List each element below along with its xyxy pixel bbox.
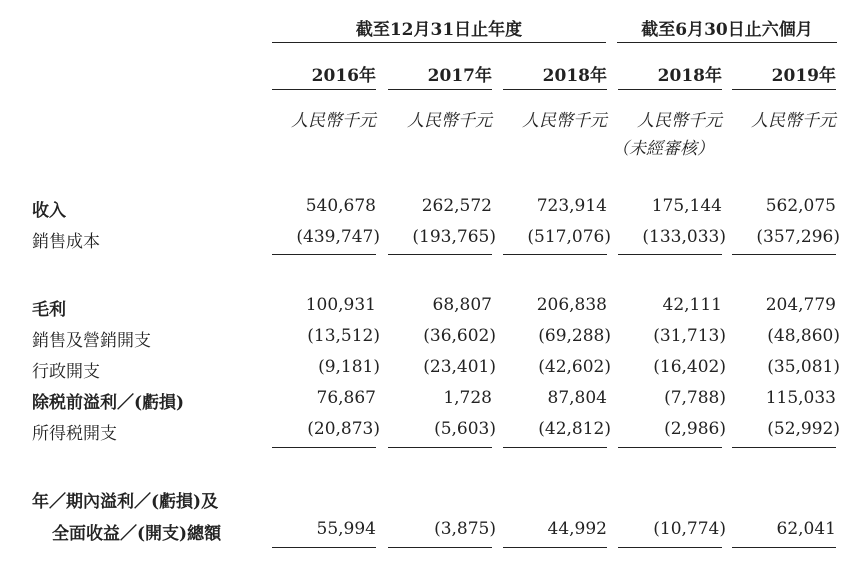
cell-tax-2017: (5,603) [434, 419, 496, 439]
cell-pbt-2019-half: 115,033 [765, 388, 836, 408]
cell-revenue-2018-half: 175,144 [651, 196, 722, 216]
cell-gross-2018-half: 42,111 [662, 295, 722, 315]
subtotal-rule [272, 447, 376, 448]
row-label-total-line1: 年／期內溢利／(虧損)及 [32, 492, 219, 512]
subtotal-rule [732, 254, 836, 255]
cell-admin-2017: (23,401) [423, 357, 496, 377]
total-rule [503, 547, 607, 548]
cell-selling-2018-half: (31,713) [653, 326, 726, 346]
total-rule [272, 547, 376, 548]
year-header-2017: 2017年 [427, 66, 492, 86]
cell-tax-2018: (42,812) [538, 419, 611, 439]
subtotal-rule [618, 254, 722, 255]
cell-pbt-2016: 76,867 [316, 388, 376, 408]
subtotal-rule [272, 254, 376, 255]
year-rule [388, 89, 492, 90]
unit-label: 人民幣千元 [637, 111, 722, 131]
group-rule-fiscal-year [272, 42, 606, 43]
unit-label: 人民幣千元 [291, 111, 376, 131]
cell-gross-2019-half: 204,779 [765, 295, 836, 315]
cell-cost-2018-half: (133,033) [642, 227, 726, 247]
cell-admin-2018-half: (16,402) [653, 357, 726, 377]
group-header-fiscal-year: 截至12月31日止年度 [355, 20, 523, 40]
cell-revenue-2018: 723,914 [536, 196, 607, 216]
cell-admin-2018: (42,602) [538, 357, 611, 377]
cell-pbt-2018-half: (7,788) [664, 388, 726, 408]
cell-selling-2019-half: (48,860) [767, 326, 840, 346]
cell-gross-2017: 68,807 [432, 295, 492, 315]
cell-total-2018: 44,992 [547, 519, 607, 539]
cell-selling-2017: (36,602) [423, 326, 496, 346]
year-header-2019-half: 2019年 [771, 66, 836, 86]
cell-tax-2016: (20,873) [307, 419, 380, 439]
year-rule [272, 89, 376, 90]
row-label-admin-expenses: 行政開支 [32, 362, 100, 382]
subtotal-rule [503, 254, 607, 255]
cell-cost-2016: (439,747) [296, 227, 380, 247]
cell-pbt-2017: 1,728 [443, 388, 492, 408]
row-label-cost-of-sales: 銷售成本 [32, 232, 100, 252]
group-rule-six-months [617, 42, 837, 43]
unit-label: 人民幣千元 [407, 111, 492, 131]
cell-total-2016: 55,994 [316, 519, 376, 539]
subtotal-rule [732, 447, 836, 448]
cell-revenue-2019-half: 562,075 [765, 196, 836, 216]
cell-selling-2016: (13,512) [307, 326, 380, 346]
cell-total-2019-half: 62,041 [776, 519, 836, 539]
row-label-income-tax: 所得税開支 [32, 424, 117, 444]
unaudited-note: （未經審核） [612, 139, 714, 159]
cell-tax-2018-half: (2,986) [664, 419, 726, 439]
total-rule [732, 547, 836, 548]
year-rule [732, 89, 836, 90]
subtotal-rule [388, 254, 492, 255]
unit-label: 人民幣千元 [522, 111, 607, 131]
cell-gross-2016: 100,931 [305, 295, 376, 315]
row-label-gross-profit: 毛利 [32, 300, 66, 320]
year-rule [503, 89, 607, 90]
cell-admin-2019-half: (35,081) [767, 357, 840, 377]
row-label-revenue: 收入 [32, 201, 66, 221]
subtotal-rule [503, 447, 607, 448]
row-label-total-line2: 全面收益／(開支)總額 [52, 524, 222, 544]
cell-total-2017: (3,875) [434, 519, 496, 539]
subtotal-rule [618, 447, 722, 448]
cell-cost-2019-half: (357,296) [756, 227, 840, 247]
year-header-2016: 2016年 [311, 66, 376, 86]
row-label-selling-expenses: 銷售及營銷開支 [32, 331, 151, 351]
cell-cost-2018: (517,076) [527, 227, 611, 247]
subtotal-rule [388, 447, 492, 448]
cell-cost-2017: (193,765) [412, 227, 496, 247]
cell-gross-2018: 206,838 [536, 295, 607, 315]
cell-total-2018-half: (10,774) [653, 519, 726, 539]
year-rule [618, 89, 722, 90]
cell-pbt-2018: 87,804 [547, 388, 607, 408]
cell-tax-2019-half: (52,992) [767, 419, 840, 439]
row-label-profit-before-tax: 除税前溢利／(虧損) [32, 393, 185, 413]
cell-revenue-2017: 262,572 [421, 196, 492, 216]
total-rule [388, 547, 492, 548]
cell-revenue-2016: 540,678 [305, 196, 376, 216]
unit-label: 人民幣千元 [751, 111, 836, 131]
year-header-2018-fy: 2018年 [542, 66, 607, 86]
year-header-2018-half: 2018年 [657, 66, 722, 86]
group-header-six-months: 截至6月30日止六個月 [641, 20, 813, 40]
cell-selling-2018: (69,288) [538, 326, 611, 346]
cell-admin-2016: (9,181) [318, 357, 380, 377]
total-rule [618, 547, 722, 548]
